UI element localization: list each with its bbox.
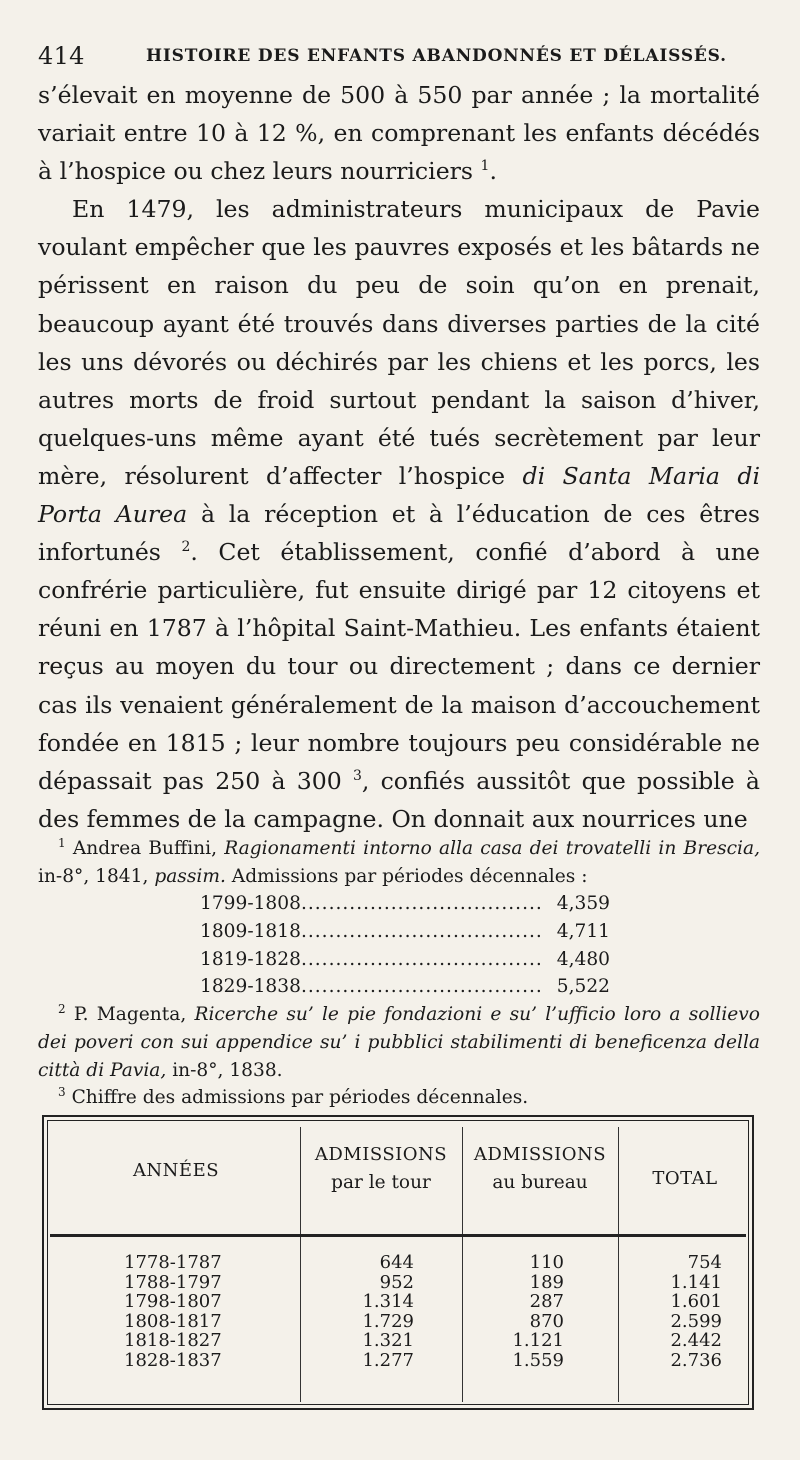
table-cell: 1.121 — [512, 1330, 564, 1351]
header-tour-main: ADMISSIONS — [314, 1144, 448, 1165]
footnote-ref-1: 1 — [480, 158, 490, 175]
footnote-2 — [38, 1001, 760, 1084]
leader-dots — [301, 946, 540, 974]
header-bureau-main: ADMISSIONS — [473, 1144, 607, 1165]
table-cell: 1.601 — [670, 1291, 722, 1312]
table-cell: 2.442 — [670, 1330, 722, 1351]
column-total — [644, 1253, 722, 1370]
period-value: 4,359 — [556, 893, 610, 915]
column-divider — [462, 1127, 463, 1402]
header-total: TOTAL — [652, 1168, 718, 1189]
footnote-ref-3: 3 — [352, 767, 362, 784]
paragraph-1 — [38, 76, 760, 190]
hospice-name: di Santa Maria di Porta Aurea — [38, 461, 761, 529]
column-years — [124, 1253, 244, 1370]
running-title: HISTOIRE DES ENFANTS ABANDONNÉS ET DÉLAISSÉS. — [146, 46, 727, 66]
list-item — [200, 973, 610, 1001]
page-number: 414 — [38, 42, 85, 70]
header-tour-sub: par le tour — [331, 1172, 431, 1193]
footnote-2-title: Ricerche su’ le pie fondazioni e su’ l’ufficio loro a sollievo dei poveri con sui appendice su’ i pubblici stabilimenti di beneficenza della città di Pavia, — [38, 1004, 760, 1081]
table-cell: 1808-1817 — [124, 1310, 222, 1332]
table-cell: 1818-1827 — [124, 1330, 222, 1351]
table-cell: 2.599 — [670, 1310, 722, 1332]
table-cell: 870 — [529, 1310, 564, 1332]
column-bureau — [490, 1253, 564, 1370]
period-label: 1819-1828 — [200, 948, 301, 970]
leader-dots — [301, 890, 540, 918]
footnote-1-marker: 1 — [58, 835, 66, 850]
footnote-3 — [38, 1084, 760, 1112]
table-cell: 1.141 — [670, 1271, 722, 1293]
header-admissions-bureau — [464, 1141, 616, 1197]
period-value: 4,711 — [556, 921, 610, 943]
table-cell: 287 — [529, 1291, 564, 1312]
column-divider — [618, 1127, 619, 1402]
period-label: 1799-1808 — [200, 893, 301, 915]
footnote-2-marker: 2 — [58, 1001, 66, 1016]
table-cell: 1798-1807 — [124, 1291, 222, 1312]
table-cell: 1.277 — [362, 1349, 414, 1371]
footnote-3-text: Chiffre des admissions par périodes décennales. — [71, 1087, 529, 1109]
table-cell: 1828-1837 — [124, 1349, 222, 1371]
table-cell: 952 — [379, 1271, 414, 1293]
column-tour — [334, 1253, 414, 1370]
paragraph-2-text-c: . Cet établissement, confié d’abord à une confrérie particulière, fut ensuite dirigé par 12 citoyens et réuni en 1787 à l’hôpital Saint-Mathieu. Les enfants étaient reçus au moyen du tour ou directement ; dans ce dernier cas ils venaient généralement de la maison d’accouchement fondée en 1815 ; leur nombre toujours peu considérable ne dépassait pas 250 à 300 — [38, 538, 761, 795]
paragraph-2-text-d: , confiés aussitôt que possible à des femmes de la campagne. On donnait aux nourrices une — [38, 766, 760, 833]
table-cell: 644 — [379, 1252, 414, 1273]
decade-admissions-list — [200, 890, 610, 1001]
period-value: 5,522 — [556, 976, 610, 998]
table-cell: 1.559 — [512, 1349, 564, 1371]
table-cell: 189 — [529, 1271, 564, 1293]
table-cell: 110 — [529, 1252, 564, 1273]
header-bureau-sub: au bureau — [492, 1172, 588, 1193]
running-header — [38, 38, 768, 72]
main-text — [38, 76, 760, 838]
footnote-1-author: Andrea Buffini, — [72, 838, 218, 859]
table-cell: 1788-1797 — [124, 1271, 222, 1293]
paragraph-1-text: s’élevait en moyenne de 500 à 550 par année ; la mortalité variait entre 10 à 12 %, en comprenant les enfants décédés à l’hospice ou chez leurs nourriciers — [38, 81, 760, 186]
column-divider — [300, 1127, 301, 1402]
footnotes — [38, 835, 760, 1112]
footnote-1-passim: passim. — [154, 865, 226, 887]
paragraph-1-end: . — [489, 157, 497, 186]
header-years: ANNÉES — [132, 1160, 220, 1181]
table-cell: 1.321 — [362, 1330, 414, 1351]
footnote-1 — [38, 835, 760, 890]
footnote-2-author: P. Magenta, — [73, 1004, 187, 1026]
leader-dots — [301, 973, 540, 1001]
table-cell: 2.736 — [670, 1349, 722, 1371]
list-item — [200, 890, 610, 918]
footnote-1-title: Ragionamenti intorno alla casa dei trovatelli in Brescia, — [224, 838, 760, 859]
period-value: 4,480 — [556, 948, 610, 970]
footnote-1-tail: Admissions par périodes décennales : — [231, 865, 588, 887]
footnote-1-mid: in-8°, 1841, — [38, 865, 149, 887]
leader-dots — [301, 918, 540, 946]
table-cell: 1778-1787 — [124, 1252, 222, 1273]
list-item — [200, 946, 610, 974]
footnote-ref-2: 2 — [181, 539, 191, 556]
table-cell: 754 — [687, 1252, 722, 1273]
period-label: 1829-1838 — [200, 976, 301, 998]
footnote-2-tail: in-8°, 1838. — [172, 1059, 283, 1081]
footnote-3-marker: 3 — [58, 1085, 66, 1100]
list-item — [200, 918, 610, 946]
paragraph-2-text-a: En 1479, les administrateurs municipaux de Pavie voulant empêcher que les pauvres exposés et les bâtards ne périssent en raison du peu de soin qu’on en prenait, beaucoup ayant été trouvés dans diverses parties de la cité les uns dévorés ou déchirés par les chiens et les porcs, les autres morts de froid surtout pendant la saison d’hiver, quelques-uns même ayant été tués secrètement par leur mère, résolurent d’affecter l’hospice — [38, 195, 760, 490]
paragraph-2 — [38, 190, 760, 838]
paragraph-2-text-b: à la réception et à l’éducation de ces êtres infortunés — [38, 500, 761, 567]
header-rule — [50, 1234, 746, 1237]
header-admissions-tour — [302, 1141, 460, 1197]
table-cell: 1.314 — [362, 1291, 414, 1312]
period-label: 1809-1818 — [200, 921, 301, 943]
table-cell: 1.729 — [362, 1310, 414, 1332]
admissions-table — [42, 1115, 754, 1410]
